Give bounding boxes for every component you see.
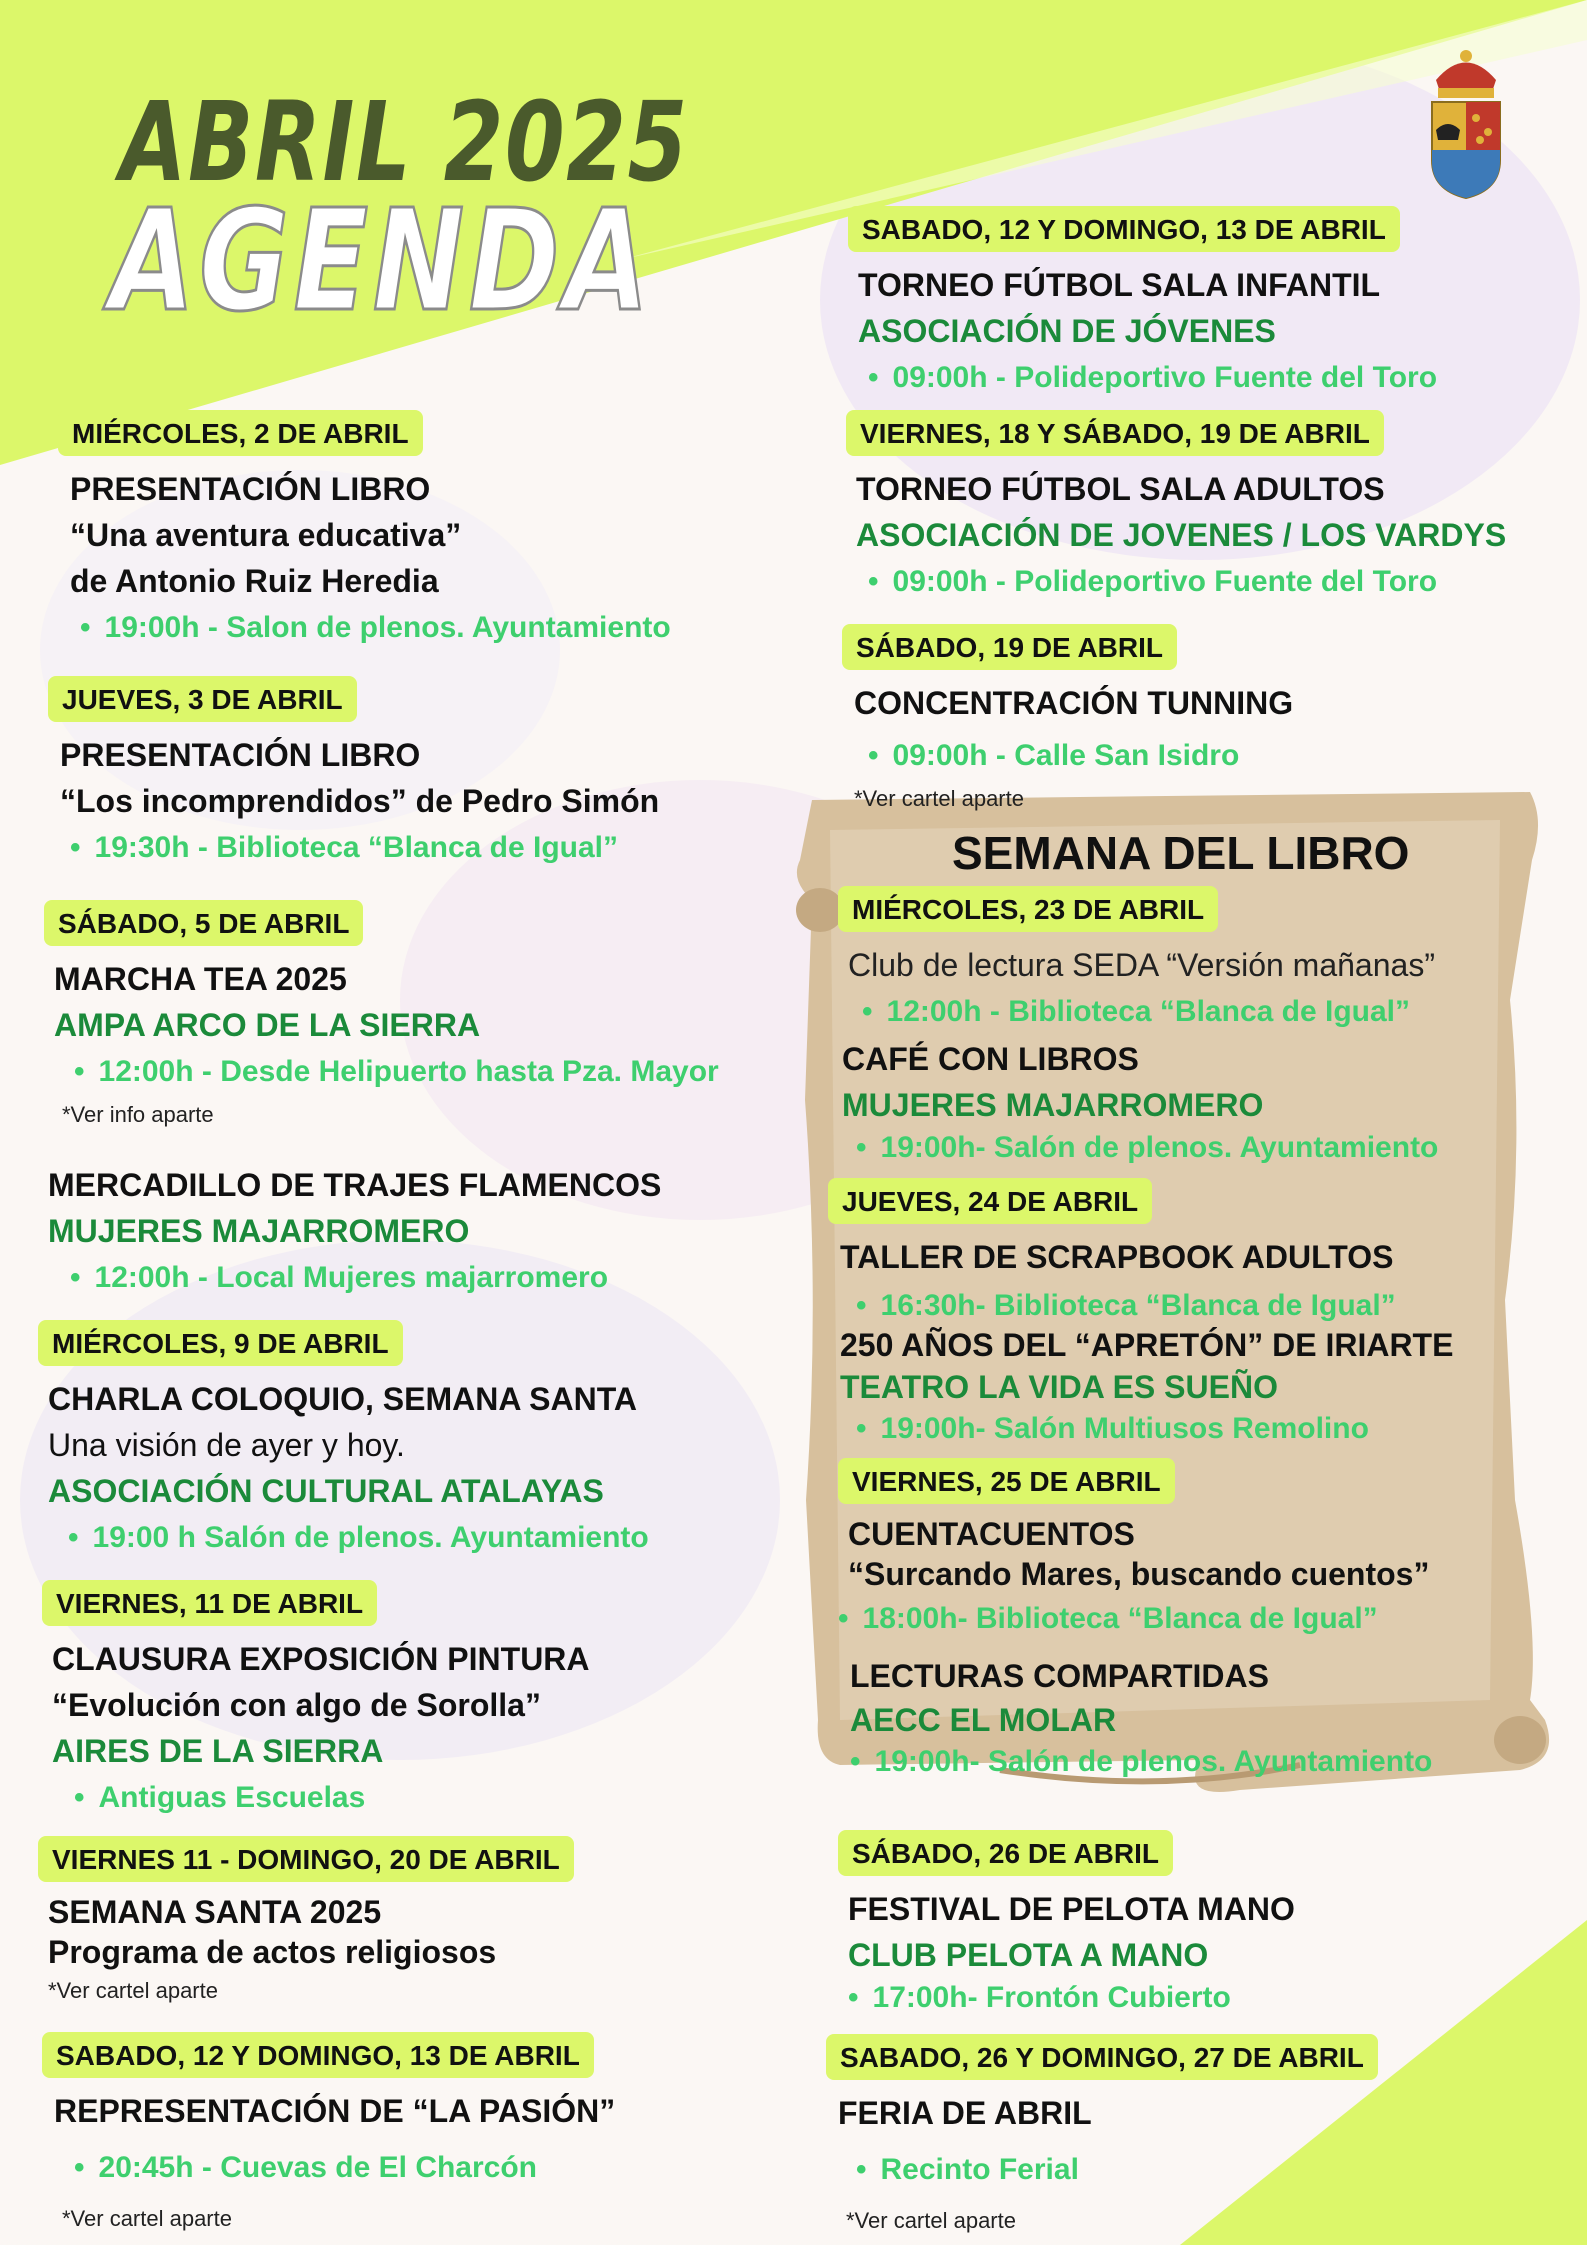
event-note: *Ver cartel aparte (854, 786, 1024, 811)
event-right-1 (846, 410, 1506, 606)
event-time-place: • 19:00 h Salón de plenos. Ayuntamiento (38, 1514, 649, 1562)
event-time-place: • 19:00h- Salón de plenos. Ayuntamiento (850, 1742, 1432, 1782)
event-date: SÁBADO, 19 DE ABRIL (842, 624, 1177, 670)
section-title-semana-libro: SEMANA DEL LIBRO (952, 827, 1410, 879)
event-time-place: • Recinto Ferial (826, 2146, 1378, 2194)
event-left-1 (48, 676, 659, 872)
libro-event-1 (842, 1036, 1438, 1168)
event-title: LECTURAS COMPARTIDAS (850, 1658, 1269, 1694)
event-date: SABADO, 12 Y DOMINGO, 13 DE ABRIL (42, 2032, 594, 2078)
event-date: SÁBADO, 26 DE ABRIL (838, 1830, 1173, 1876)
event-left-3 (48, 1162, 661, 1302)
event-date: SABADO, 26 Y DOMINGO, 27 DE ABRIL (826, 2034, 1378, 2080)
event-organizer: AMPA ARCO DE LA SIERRA (54, 1007, 481, 1043)
event-right-0 (848, 206, 1437, 402)
event-time-place: • 12:00h - Desde Helipuerto hasta Pza. Mayor (44, 1048, 719, 1096)
event-title: FESTIVAL DE PELOTA MANO (848, 1891, 1295, 1927)
event-title: TALLER DE SCRAPBOOK ADULTOS (840, 1239, 1394, 1275)
event-title: TORNEO FÚTBOL SALA ADULTOS (856, 471, 1385, 507)
event-subtitle: “Evolución con algo de Sorolla” (52, 1687, 541, 1723)
event-time-place: • 20:45h - Cuevas de El Charcón (42, 2144, 615, 2192)
event-note: *Ver info aparte (62, 1102, 214, 1127)
event-time-place: • 09:00h - Polideportivo Fuente del Toro (846, 558, 1506, 606)
coat-of-arms-icon (1418, 40, 1514, 200)
event-title: TORNEO FÚTBOL SALA INFANTIL (858, 267, 1381, 303)
libro-event-2 (828, 1178, 1396, 1328)
event-organizer: CLUB PELOTA A MANO (848, 1937, 1209, 1973)
event-organizer: TEATRO LA VIDA ES SUEÑO (840, 1369, 1278, 1405)
event-date: JUEVES, 24 DE ABRIL (828, 1178, 1152, 1224)
event-date: MIÉRCOLES, 23 DE ABRIL (838, 886, 1218, 932)
event-title: PRESENTACIÓN LIBRO (70, 471, 431, 507)
libro-event-5 (850, 1654, 1432, 1782)
event-title: CUENTACUENTOS (848, 1516, 1135, 1552)
event-left-4 (38, 1320, 649, 1562)
event-date: VIERNES, 11 DE ABRIL (42, 1580, 377, 1626)
event-title: CHARLA COLOQUIO, SEMANA SANTA (48, 1381, 638, 1417)
event-time-place: • 16:30h- Biblioteca “Blanca de Igual” (828, 1284, 1396, 1328)
event-date: VIERNES 11 - DOMINGO, 20 DE ABRIL (38, 1836, 574, 1882)
event-time-place: • 19:00h- Salón Multiusos Remolino (840, 1408, 1453, 1450)
event-organizer: ASOCIACIÓN DE JOVENES / LOS VARDYS (856, 517, 1507, 553)
event-organizer: ASOCIACIÓN CULTURAL ATALAYAS (48, 1473, 604, 1509)
event-left-5 (42, 1580, 590, 1822)
event-time-place: • 12:00h - Biblioteca “Blanca de Igual” (838, 988, 1435, 1036)
event-organizer: MUJERES MAJARROMERO (842, 1087, 1264, 1123)
event-date: MIÉRCOLES, 9 DE ABRIL (38, 1320, 403, 1366)
event-title: PRESENTACIÓN LIBRO (60, 737, 421, 773)
event-organizer: AIRES DE LA SIERRA (52, 1733, 384, 1769)
event-left-6 (38, 1836, 574, 2006)
event-date: MIÉRCOLES, 2 DE ABRIL (58, 410, 423, 456)
event-time-place: • 19:30h - Biblioteca “Blanca de Igual” (48, 824, 659, 872)
event-note: *Ver cartel aparte (846, 2208, 1016, 2233)
event-title: 250 AÑOS DEL “APRETÓN” DE IRIARTE (840, 1327, 1454, 1363)
event-right-bottom-1 (826, 2034, 1378, 2236)
libro-event-0 (838, 886, 1435, 1036)
event-title: REPRESENTACIÓN DE “LA PASIÓN” (54, 2093, 616, 2129)
event-title: Club de lectura SEDA “Versión mañanas” (848, 947, 1435, 983)
event-right-bottom-0 (838, 1830, 1295, 2018)
event-time-place: • 18:00h- Biblioteca “Blanca de Igual” (838, 1594, 1429, 1644)
event-subtitle: Programa de actos religiosos (48, 1934, 497, 1970)
event-organizer: AECC EL MOLAR (850, 1702, 1117, 1738)
event-subtitle: “Surcando Mares, buscando cuentos” (848, 1556, 1430, 1592)
event-date: SÁBADO, 5 DE ABRIL (44, 900, 363, 946)
event-title: SEMANA SANTA 2025 (48, 1894, 382, 1930)
event-time-place: • 17:00h- Frontón Cubierto (838, 1978, 1295, 2018)
event-note: *Ver cartel aparte (48, 1978, 218, 2003)
event-title: MARCHA TEA 2025 (54, 961, 347, 997)
event-title: FERIA DE ABRIL (838, 2095, 1092, 2131)
libro-event-4 (838, 1458, 1429, 1644)
event-title: MERCADILLO DE TRAJES FLAMENCOS (48, 1167, 662, 1203)
event-organizer: MUJERES MAJARROMERO (48, 1213, 470, 1249)
event-time-place: • 09:00h - Calle San Isidro (842, 732, 1293, 780)
event-time-place: • 19:00h- Salón de plenos. Ayuntamiento (842, 1128, 1438, 1168)
event-left-7 (42, 2032, 615, 2234)
event-date: JUEVES, 3 DE ABRIL (48, 676, 357, 722)
event-date: SABADO, 12 Y DOMINGO, 13 DE ABRIL (848, 206, 1400, 252)
event-note: *Ver cartel aparte (62, 2206, 232, 2231)
event-time-place: • 12:00h - Local Mujeres majarromero (48, 1254, 661, 1302)
title-month-year: ABRIL 2025 (120, 78, 689, 206)
event-time-place: • Antiguas Escuelas (42, 1774, 590, 1822)
event-subtitle: “Una aventura educativa” (70, 517, 462, 553)
title-agenda: AGENDA (110, 180, 654, 343)
libro-event-3 (840, 1324, 1453, 1450)
event-subtitle: Una visión de ayer y hoy. (48, 1427, 405, 1463)
event-left-0 (58, 410, 671, 652)
event-time-place: • 09:00h - Polideportivo Fuente del Toro (848, 354, 1437, 402)
event-organizer: ASOCIACIÓN DE JÓVENES (858, 313, 1276, 349)
event-subtitle: “Los incomprendidos” de Pedro Simón (60, 783, 660, 819)
event-title: CONCENTRACIÓN TUNNING (854, 685, 1294, 721)
event-right-2 (842, 624, 1293, 814)
event-date: VIERNES, 25 DE ABRIL (838, 1458, 1175, 1504)
event-title: CLAUSURA EXPOSICIÓN PINTURA (52, 1641, 590, 1677)
event-subtitle: de Antonio Ruiz Heredia (70, 563, 439, 599)
event-date: VIERNES, 18 Y SÁBADO, 19 DE ABRIL (846, 410, 1384, 456)
event-title: CAFÉ CON LIBROS (842, 1041, 1139, 1077)
event-time-place: • 19:00h - Salon de plenos. Ayuntamiento (58, 604, 671, 652)
event-left-2 (44, 900, 719, 1130)
